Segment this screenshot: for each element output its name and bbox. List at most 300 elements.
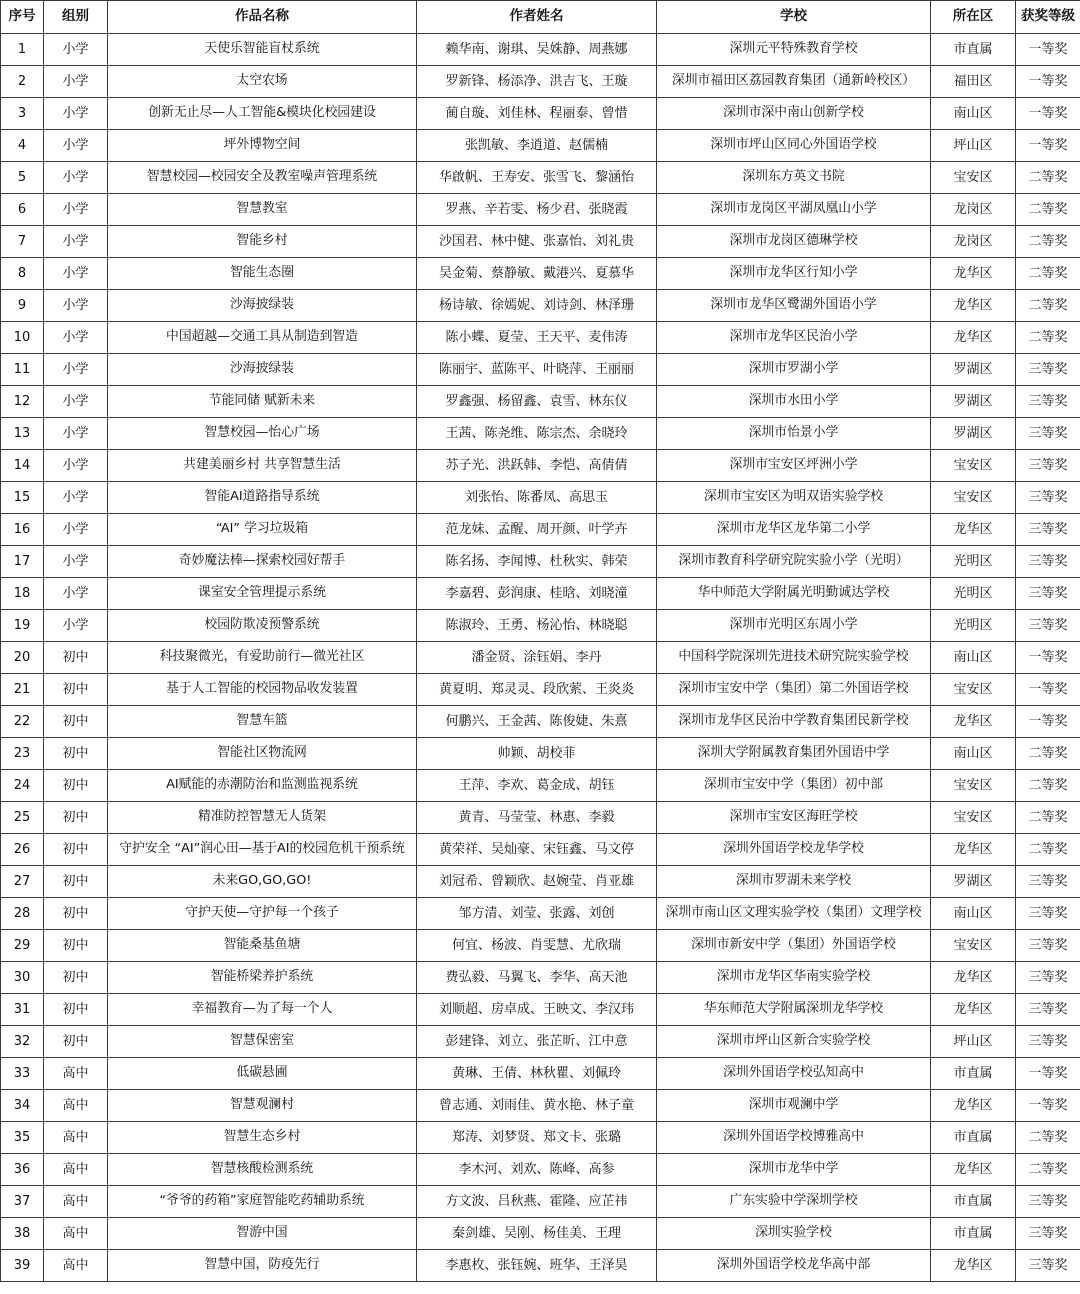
cell-group: 高中: [44, 1218, 108, 1250]
cell-district: 龙华区: [931, 994, 1016, 1026]
cell-authors: 苏子光、洪跃韩、李恺、高倩倩: [417, 450, 657, 482]
cell-index: 16: [1, 514, 44, 546]
cell-authors: 黄青、马莹莹、林惠、李毅: [417, 802, 657, 834]
cell-work-title: 低碳悬圃: [108, 1058, 417, 1090]
cell-work-title: 坪外博物空间: [108, 130, 417, 162]
cell-district: 南山区: [931, 738, 1016, 770]
cell-award-level: 二等奖: [1016, 738, 1080, 770]
cell-authors: 帅颖、胡校菲: [417, 738, 657, 770]
cell-work-title: 沙海披绿装: [108, 354, 417, 386]
cell-award-level: 一等奖: [1016, 1058, 1080, 1090]
cell-district: 光明区: [931, 610, 1016, 642]
cell-award-level: 二等奖: [1016, 1154, 1080, 1186]
cell-school: 深圳市龙华区华南实验学校: [657, 962, 931, 994]
cell-work-title: 沙海披绿装: [108, 290, 417, 322]
cell-authors: 李嘉碧、彭润康、桂晗、刘晓潼: [417, 578, 657, 610]
header-index: 序号: [1, 1, 44, 34]
cell-award-level: 三等奖: [1016, 418, 1080, 450]
cell-school: 深圳市宝安中学（集团）初中部: [657, 770, 931, 802]
table-row: [1, 1154, 1080, 1186]
cell-authors: 吴金菊、蔡静敏、戴港兴、夏慕华: [417, 258, 657, 290]
cell-group: 小学: [44, 418, 108, 450]
table-row: [1, 226, 1080, 258]
cell-award-level: 二等奖: [1016, 290, 1080, 322]
cell-school: 深圳市水田小学: [657, 386, 931, 418]
cell-award-level: 三等奖: [1016, 386, 1080, 418]
table-row: [1, 834, 1080, 866]
cell-authors: 秦剑雄、吴刚、杨佳美、王理: [417, 1218, 657, 1250]
cell-district: 南山区: [931, 98, 1016, 130]
cell-index: 3: [1, 98, 44, 130]
cell-school: 深圳市深中南山创新学校: [657, 98, 931, 130]
cell-group: 小学: [44, 226, 108, 258]
header-award-level: 获奖等级: [1016, 1, 1080, 34]
cell-authors: 彭建锋、刘立、张芷昕、江中意: [417, 1026, 657, 1058]
table-row: [1, 162, 1080, 194]
header-school: 学校: [657, 1, 931, 34]
cell-school: 深圳外国语学校弘知高中: [657, 1058, 931, 1090]
cell-district: 龙华区: [931, 706, 1016, 738]
cell-authors: 费弘毅、马翼飞、李华、高天池: [417, 962, 657, 994]
cell-award-level: 三等奖: [1016, 930, 1080, 962]
cell-district: 宝安区: [931, 674, 1016, 706]
cell-work-title: 中国超越—交通工具从制造到智造: [108, 322, 417, 354]
cell-award-level: 三等奖: [1016, 994, 1080, 1026]
cell-work-title: 课室安全管理提示系统: [108, 578, 417, 610]
cell-school: 深圳外国语学校龙华高中部: [657, 1250, 931, 1282]
cell-group: 小学: [44, 162, 108, 194]
cell-school: 深圳市龙华区行知小学: [657, 258, 931, 290]
cell-group: 小学: [44, 546, 108, 578]
cell-award-level: 三等奖: [1016, 962, 1080, 994]
cell-award-level: 一等奖: [1016, 706, 1080, 738]
cell-work-title: 智慧核酸检测系统: [108, 1154, 417, 1186]
cell-school: 深圳市龙岗区平湖凤凰山小学: [657, 194, 931, 226]
cell-work-title: 智能AI道路指导系统: [108, 482, 417, 514]
cell-authors: 陈名扬、李闻博、杜秋实、韩荣: [417, 546, 657, 578]
cell-district: 市直属: [931, 1058, 1016, 1090]
table-row: [1, 322, 1080, 354]
table-row: [1, 962, 1080, 994]
cell-work-title: “爷爷的药箱”家庭智能吃药辅助系统: [108, 1186, 417, 1218]
table-row: [1, 1250, 1080, 1282]
cell-authors: 王茜、陈尧维、陈宗杰、余晓玲: [417, 418, 657, 450]
table-row: [1, 1122, 1080, 1154]
cell-authors: 沙国君、林中健、张嘉怡、刘礼贵: [417, 226, 657, 258]
cell-authors: 何鹏兴、王金茜、陈俊婕、朱熹: [417, 706, 657, 738]
cell-work-title: “AI” 学习垃圾箱: [108, 514, 417, 546]
table-row: [1, 546, 1080, 578]
cell-work-title: 精准防控智慧无人货架: [108, 802, 417, 834]
cell-award-level: 一等奖: [1016, 130, 1080, 162]
cell-district: 市直属: [931, 1186, 1016, 1218]
cell-group: 初中: [44, 674, 108, 706]
cell-work-title: 太空农场: [108, 66, 417, 98]
cell-school: 深圳市教育科学研究院实验小学（光明）: [657, 546, 931, 578]
cell-authors: 罗鑫强、杨留鑫、袁雪、林东仪: [417, 386, 657, 418]
cell-group: 小学: [44, 130, 108, 162]
cell-district: 坪山区: [931, 1026, 1016, 1058]
table-row: [1, 866, 1080, 898]
cell-award-level: 三等奖: [1016, 1250, 1080, 1282]
cell-authors: 罗新锋、杨添净、洪吉飞、王璇: [417, 66, 657, 98]
header-group: 组别: [44, 1, 108, 34]
cell-work-title: 智能桥梁养护系统: [108, 962, 417, 994]
cell-school: 深圳市新安中学（集团）外国语学校: [657, 930, 931, 962]
cell-district: 罗湖区: [931, 354, 1016, 386]
cell-group: 小学: [44, 66, 108, 98]
cell-district: 市直属: [931, 1218, 1016, 1250]
cell-work-title: 智能社区物流网: [108, 738, 417, 770]
cell-work-title: 守护天使—守护每一个孩子: [108, 898, 417, 930]
cell-index: 20: [1, 642, 44, 674]
cell-school: 深圳东方英文书院: [657, 162, 931, 194]
cell-authors: 华啟帆、王寿安、张雪飞、黎涵怡: [417, 162, 657, 194]
cell-authors: 刘冠希、曾颖欣、赵婉莹、肖亚雄: [417, 866, 657, 898]
cell-index: 28: [1, 898, 44, 930]
cell-authors: 李木河、刘欢、陈峰、高参: [417, 1154, 657, 1186]
table-row: [1, 66, 1080, 98]
cell-group: 高中: [44, 1058, 108, 1090]
cell-index: 22: [1, 706, 44, 738]
cell-school: 深圳市观澜中学: [657, 1090, 931, 1122]
cell-index: 32: [1, 1026, 44, 1058]
cell-district: 龙岗区: [931, 226, 1016, 258]
cell-group: 小学: [44, 514, 108, 546]
cell-school: 深圳市怡景小学: [657, 418, 931, 450]
table-row: [1, 290, 1080, 322]
cell-award-level: 二等奖: [1016, 770, 1080, 802]
cell-award-level: 二等奖: [1016, 322, 1080, 354]
table-row: [1, 610, 1080, 642]
cell-district: 市直属: [931, 1122, 1016, 1154]
cell-work-title: 奇妙魔法棒—探索校园好帮手: [108, 546, 417, 578]
cell-award-level: 三等奖: [1016, 1186, 1080, 1218]
cell-district: 福田区: [931, 66, 1016, 98]
cell-work-title: 科技聚微光，有爱助前行—微光社区: [108, 642, 417, 674]
cell-authors: 何宜、杨波、肖雯慧、尤欣瑞: [417, 930, 657, 962]
cell-group: 小学: [44, 610, 108, 642]
cell-index: 29: [1, 930, 44, 962]
cell-group: 初中: [44, 770, 108, 802]
cell-work-title: 未来GO,GO,GO!: [108, 866, 417, 898]
cell-index: 15: [1, 482, 44, 514]
cell-group: 小学: [44, 482, 108, 514]
table-row: [1, 994, 1080, 1026]
cell-index: 17: [1, 546, 44, 578]
cell-index: 8: [1, 258, 44, 290]
cell-school: 深圳市宝安区海旺学校: [657, 802, 931, 834]
cell-school: 深圳市坪山区新合实验学校: [657, 1026, 931, 1058]
cell-authors: 蔺自璇、刘佳林、程丽泰、曾惜: [417, 98, 657, 130]
cell-award-level: 三等奖: [1016, 546, 1080, 578]
cell-group: 初中: [44, 1026, 108, 1058]
cell-school: 深圳市龙华区民治小学: [657, 322, 931, 354]
cell-district: 南山区: [931, 898, 1016, 930]
cell-school: 深圳实验学校: [657, 1218, 931, 1250]
table-row: [1, 738, 1080, 770]
cell-group: 小学: [44, 450, 108, 482]
cell-district: 龙华区: [931, 290, 1016, 322]
cell-group: 初中: [44, 898, 108, 930]
cell-work-title: 基于人工智能的校园物品收发装置: [108, 674, 417, 706]
cell-work-title: 智慧车篮: [108, 706, 417, 738]
cell-index: 35: [1, 1122, 44, 1154]
cell-district: 罗湖区: [931, 418, 1016, 450]
table-row: [1, 418, 1080, 450]
cell-award-level: 一等奖: [1016, 642, 1080, 674]
cell-district: 宝安区: [931, 930, 1016, 962]
cell-district: 龙华区: [931, 258, 1016, 290]
cell-index: 2: [1, 66, 44, 98]
cell-district: 南山区: [931, 642, 1016, 674]
cell-work-title: 智能桑基鱼塘: [108, 930, 417, 962]
cell-authors: 赖华南、谢琪、吴姝静、周燕娜: [417, 34, 657, 66]
cell-authors: 李惠枚、张钰婉、班华、王泽昊: [417, 1250, 657, 1282]
cell-district: 龙华区: [931, 1250, 1016, 1282]
cell-school: 华中师范大学附属光明勤诚达学校: [657, 578, 931, 610]
cell-award-level: 三等奖: [1016, 354, 1080, 386]
cell-authors: 杨诗敏、徐嫣妮、刘诗剑、林泽珊: [417, 290, 657, 322]
cell-index: 19: [1, 610, 44, 642]
cell-index: 12: [1, 386, 44, 418]
cell-work-title: 智能生态圈: [108, 258, 417, 290]
cell-school: 深圳市龙华区鹭湖外国语小学: [657, 290, 931, 322]
cell-group: 高中: [44, 1186, 108, 1218]
cell-index: 30: [1, 962, 44, 994]
cell-district: 宝安区: [931, 770, 1016, 802]
cell-school: 深圳市南山区文理实验学校（集团）文理学校: [657, 898, 931, 930]
cell-district: 龙华区: [931, 834, 1016, 866]
cell-work-title: 校园防欺凌预警系统: [108, 610, 417, 642]
cell-district: 龙岗区: [931, 194, 1016, 226]
cell-index: 34: [1, 1090, 44, 1122]
cell-school: 深圳市宝安区坪洲小学: [657, 450, 931, 482]
cell-work-title: 智慧中国，防疫先行: [108, 1250, 417, 1282]
table-row: [1, 354, 1080, 386]
cell-work-title: 智慧保密室: [108, 1026, 417, 1058]
cell-award-level: 一等奖: [1016, 674, 1080, 706]
cell-authors: 曾志通、刘雨佳、黄水艳、林子童: [417, 1090, 657, 1122]
cell-group: 初中: [44, 642, 108, 674]
cell-work-title: 智慧校园—怡心广场: [108, 418, 417, 450]
cell-authors: 刘张怡、陈番凤、高思玉: [417, 482, 657, 514]
cell-district: 宝安区: [931, 802, 1016, 834]
cell-group: 初中: [44, 994, 108, 1026]
cell-school: 广东实验中学深圳学校: [657, 1186, 931, 1218]
cell-authors: 黄琳、王倩、林秋瞿、刘佩玲: [417, 1058, 657, 1090]
cell-index: 18: [1, 578, 44, 610]
cell-index: 4: [1, 130, 44, 162]
cell-index: 36: [1, 1154, 44, 1186]
cell-award-level: 一等奖: [1016, 66, 1080, 98]
cell-school: 深圳元平特殊教育学校: [657, 34, 931, 66]
cell-group: 小学: [44, 290, 108, 322]
cell-index: 38: [1, 1218, 44, 1250]
cell-group: 高中: [44, 1250, 108, 1282]
table-row: [1, 1186, 1080, 1218]
cell-award-level: 二等奖: [1016, 194, 1080, 226]
cell-group: 初中: [44, 706, 108, 738]
cell-district: 坪山区: [931, 130, 1016, 162]
cell-group: 小学: [44, 258, 108, 290]
cell-index: 24: [1, 770, 44, 802]
cell-authors: 邹方清、刘莹、张露、刘创: [417, 898, 657, 930]
cell-award-level: 二等奖: [1016, 1122, 1080, 1154]
cell-work-title: 智慧生态乡村: [108, 1122, 417, 1154]
cell-group: 高中: [44, 1154, 108, 1186]
table-row: [1, 770, 1080, 802]
cell-index: 7: [1, 226, 44, 258]
cell-district: 光明区: [931, 578, 1016, 610]
header-row: [1, 1, 1080, 34]
cell-district: 罗湖区: [931, 866, 1016, 898]
header-authors: 作者姓名: [417, 1, 657, 34]
table-row: [1, 1218, 1080, 1250]
cell-index: 9: [1, 290, 44, 322]
cell-authors: 陈小蝶、夏莹、王天平、麦伟涛: [417, 322, 657, 354]
cell-school: 深圳市福田区荔园教育集团（通新岭校区）: [657, 66, 931, 98]
cell-authors: 陈丽宇、蓝陈平、叶晓萍、王丽丽: [417, 354, 657, 386]
cell-work-title: 智慧观澜村: [108, 1090, 417, 1122]
cell-award-level: 一等奖: [1016, 1090, 1080, 1122]
table-row: [1, 930, 1080, 962]
cell-award-level: 一等奖: [1016, 34, 1080, 66]
cell-work-title: 天使乐智能盲杖系统: [108, 34, 417, 66]
table-row: [1, 258, 1080, 290]
cell-index: 13: [1, 418, 44, 450]
table-row: [1, 98, 1080, 130]
cell-district: 罗湖区: [931, 386, 1016, 418]
table-row: [1, 578, 1080, 610]
cell-authors: 范龙妹、孟醒、周开颜、叶学卉: [417, 514, 657, 546]
cell-school: 深圳市罗湖小学: [657, 354, 931, 386]
cell-work-title: 创新无止尽—人工智能&模块化校园建设: [108, 98, 417, 130]
table-row: [1, 34, 1080, 66]
table-row: [1, 194, 1080, 226]
cell-authors: 张凯敏、李逍道、赵儒楠: [417, 130, 657, 162]
table-row: [1, 130, 1080, 162]
cell-school: 深圳市宝安区为明双语实验学校: [657, 482, 931, 514]
cell-award-level: 二等奖: [1016, 802, 1080, 834]
cell-school: 深圳市龙华区龙华第二小学: [657, 514, 931, 546]
cell-group: 初中: [44, 834, 108, 866]
cell-district: 宝安区: [931, 482, 1016, 514]
cell-district: 市直属: [931, 34, 1016, 66]
cell-award-level: 三等奖: [1016, 898, 1080, 930]
cell-school: 深圳市坪山区同心外国语学校: [657, 130, 931, 162]
cell-work-title: 智游中国: [108, 1218, 417, 1250]
cell-index: 1: [1, 34, 44, 66]
cell-authors: 郑涛、刘梦贤、郑文卡、张璐: [417, 1122, 657, 1154]
cell-school: 深圳大学附属教育集团外国语中学: [657, 738, 931, 770]
cell-index: 21: [1, 674, 44, 706]
header-district: 所在区: [931, 1, 1016, 34]
cell-index: 31: [1, 994, 44, 1026]
cell-school: 深圳市罗湖未来学校: [657, 866, 931, 898]
table-body: [1, 34, 1080, 1282]
cell-index: 26: [1, 834, 44, 866]
table-row: [1, 1026, 1080, 1058]
cell-award-level: 二等奖: [1016, 226, 1080, 258]
cell-work-title: 节能同储 赋新未来: [108, 386, 417, 418]
cell-work-title: 智能乡村: [108, 226, 417, 258]
cell-authors: 黄夏明、郑灵灵、段欣萦、王炎炎: [417, 674, 657, 706]
cell-group: 初中: [44, 962, 108, 994]
cell-authors: 刘顺超、房卓成、王映文、李汉玮: [417, 994, 657, 1026]
cell-award-level: 一等奖: [1016, 98, 1080, 130]
cell-index: 37: [1, 1186, 44, 1218]
cell-school: 中国科学院深圳先进技术研究院实验学校: [657, 642, 931, 674]
cell-work-title: 共建美丽乡村 共享智慧生活: [108, 450, 417, 482]
table-row: [1, 706, 1080, 738]
cell-authors: 罗燕、辛若雯、杨少君、张晓霞: [417, 194, 657, 226]
cell-index: 23: [1, 738, 44, 770]
table-row: [1, 386, 1080, 418]
cell-work-title: 守护安全 “AI”润心田—基于AI的校园危机干预系统: [108, 834, 417, 866]
cell-group: 初中: [44, 930, 108, 962]
cell-district: 光明区: [931, 546, 1016, 578]
cell-group: 小学: [44, 386, 108, 418]
header-work-title: 作品名称: [108, 1, 417, 34]
table-row: [1, 1090, 1080, 1122]
cell-school: 深圳市光明区东周小学: [657, 610, 931, 642]
cell-district: 龙华区: [931, 514, 1016, 546]
cell-school: 华东师范大学附属深圳龙华学校: [657, 994, 931, 1026]
cell-award-level: 二等奖: [1016, 162, 1080, 194]
cell-index: 33: [1, 1058, 44, 1090]
cell-authors: 方文波、吕秋燕、霍隆、应芷祎: [417, 1186, 657, 1218]
cell-award-level: 三等奖: [1016, 610, 1080, 642]
cell-award-level: 三等奖: [1016, 450, 1080, 482]
cell-award-level: 三等奖: [1016, 1026, 1080, 1058]
table-row: [1, 450, 1080, 482]
cell-authors: 黄荣祥、吴灿豪、宋钰鑫、马文停: [417, 834, 657, 866]
table-row: [1, 1058, 1080, 1090]
cell-group: 小学: [44, 578, 108, 610]
cell-group: 初中: [44, 738, 108, 770]
cell-work-title: 智慧校园—校园安全及教室噪声管理系统: [108, 162, 417, 194]
cell-award-level: 三等奖: [1016, 514, 1080, 546]
cell-index: 10: [1, 322, 44, 354]
cell-authors: 陈淑玲、王勇、杨沁怡、林晓聪: [417, 610, 657, 642]
cell-work-title: 智慧教室: [108, 194, 417, 226]
cell-index: 27: [1, 866, 44, 898]
cell-group: 小学: [44, 34, 108, 66]
cell-index: 25: [1, 802, 44, 834]
cell-index: 14: [1, 450, 44, 482]
cell-index: 11: [1, 354, 44, 386]
cell-school: 深圳市龙华区民治中学教育集团民新学校: [657, 706, 931, 738]
table-header: [1, 1, 1080, 34]
cell-award-level: 二等奖: [1016, 834, 1080, 866]
table-row: [1, 482, 1080, 514]
cell-award-level: 三等奖: [1016, 482, 1080, 514]
cell-school: 深圳市龙岗区德琳学校: [657, 226, 931, 258]
cell-authors: 王萍、李欢、葛金成、胡钰: [417, 770, 657, 802]
table-row: [1, 514, 1080, 546]
cell-school: 深圳市宝安中学（集团）第二外国语学校: [657, 674, 931, 706]
table-row: [1, 802, 1080, 834]
table-row: [1, 674, 1080, 706]
cell-group: 初中: [44, 802, 108, 834]
cell-group: 小学: [44, 322, 108, 354]
cell-index: 6: [1, 194, 44, 226]
cell-district: 龙华区: [931, 1090, 1016, 1122]
cell-school: 深圳外国语学校龙华学校: [657, 834, 931, 866]
cell-school: 深圳外国语学校博雅高中: [657, 1122, 931, 1154]
cell-group: 高中: [44, 1122, 108, 1154]
